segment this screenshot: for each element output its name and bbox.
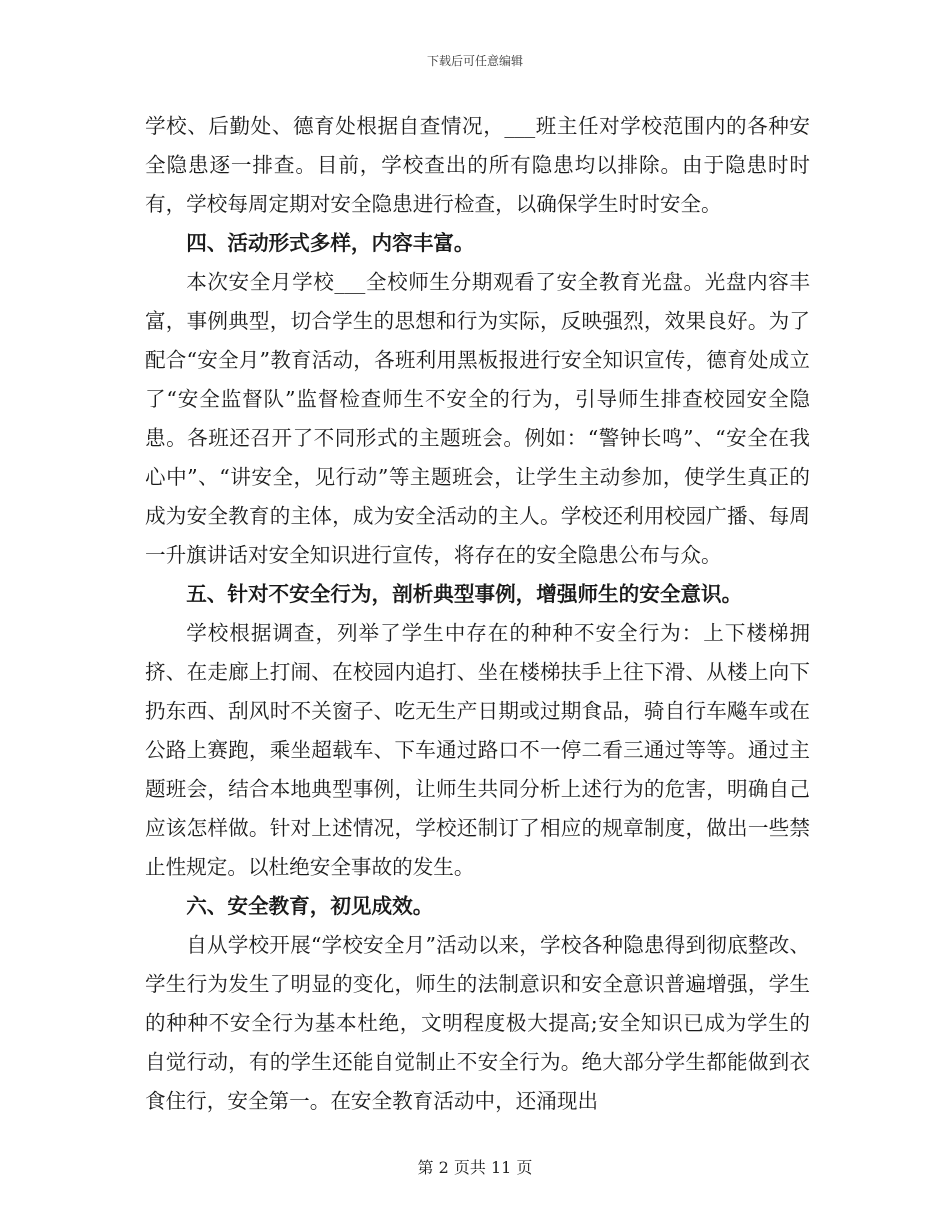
document-body [145, 107, 810, 1121]
paragraph-activities: 本次安全月学校___全校师生分期观看了安全教育光盘。光盘内容丰富，事例典型，切合学生的思想和行为实际，反映强烈，效果良好。为了配合“安全月”教育活动，各班利用黑板报进行安全知识宣传，德育处成立了“安全监督队”监督检查师生不安全的行为，引导师生排查校园安全隐患。各班还召开了不同形式的主题班会。例如：“警钟长鸣”、“安全在我心中”、“讲安全，见行动”等主题班会，让学生主动参加，使学生真正的成为安全教育的主体，成为安全活动的主人。学校还利用校园广播、每周一升旗讲话对安全知识进行宣传，将存在的安全隐患公布与众。 [145, 270, 810, 567]
paragraph-continuation: 学校、后勤处、德育处根据自查情况，___班主任对学校范围内的各种安全隐患逐一排查。目前，学校查出的所有隐患均以排除。由于隐患时时有，学校每周定期对安全隐患进行检查，以确保学生时时安全。 [145, 114, 810, 216]
section-heading-4: 四、活动形式多样，内容丰富。 [186, 231, 475, 255]
page-header: 下载后可任意编辑 [426, 54, 523, 68]
paragraph-results: 自从学校开展“学校安全月”活动以来，学校各种隐患得到彻底整改、学生行为发生了明显的变化，师生的法制意识和安全意识普遍增强，学生的种种不安全行为基本杜绝，文明程度极大提高;安全知识已成为学生的自觉行动，有的学生还能自觉制止不安全行为。绝大部分学生都能做到衣食住行，安全第一。在安全教育活动中，还涌现出 [145, 933, 810, 1113]
paragraph-unsafe-behaviors: 学校根据调查，列举了学生中存在的种种不安全行为：上下楼梯拥挤、在走廊上打闹、在校园内追打、坐在楼梯扶手上往下滑、从楼上向下扔东西、刮风时不关窗子、吃无生产日期或过期食品，骑自行车飚车或在公路上赛跑，乘坐超载车、下车通过路口不一停二看三通过等等。通过主题班会，结合本地典型事例，让师生共同分析上述行为的危害，明确自己应该怎样做。针对上述情况，学校还制订了相应的规章制度，做出一些禁止性规定。以杜绝安全事故的发生。 [145, 621, 810, 879]
section-heading-5: 五、针对不安全行为，剖析典型事例，增强师生的安全意识。 [186, 582, 743, 606]
section-heading-6: 六、安全教育，初见成效。 [186, 894, 434, 918]
page-footer: 第 2 页共 11 页 [417, 1158, 533, 1177]
